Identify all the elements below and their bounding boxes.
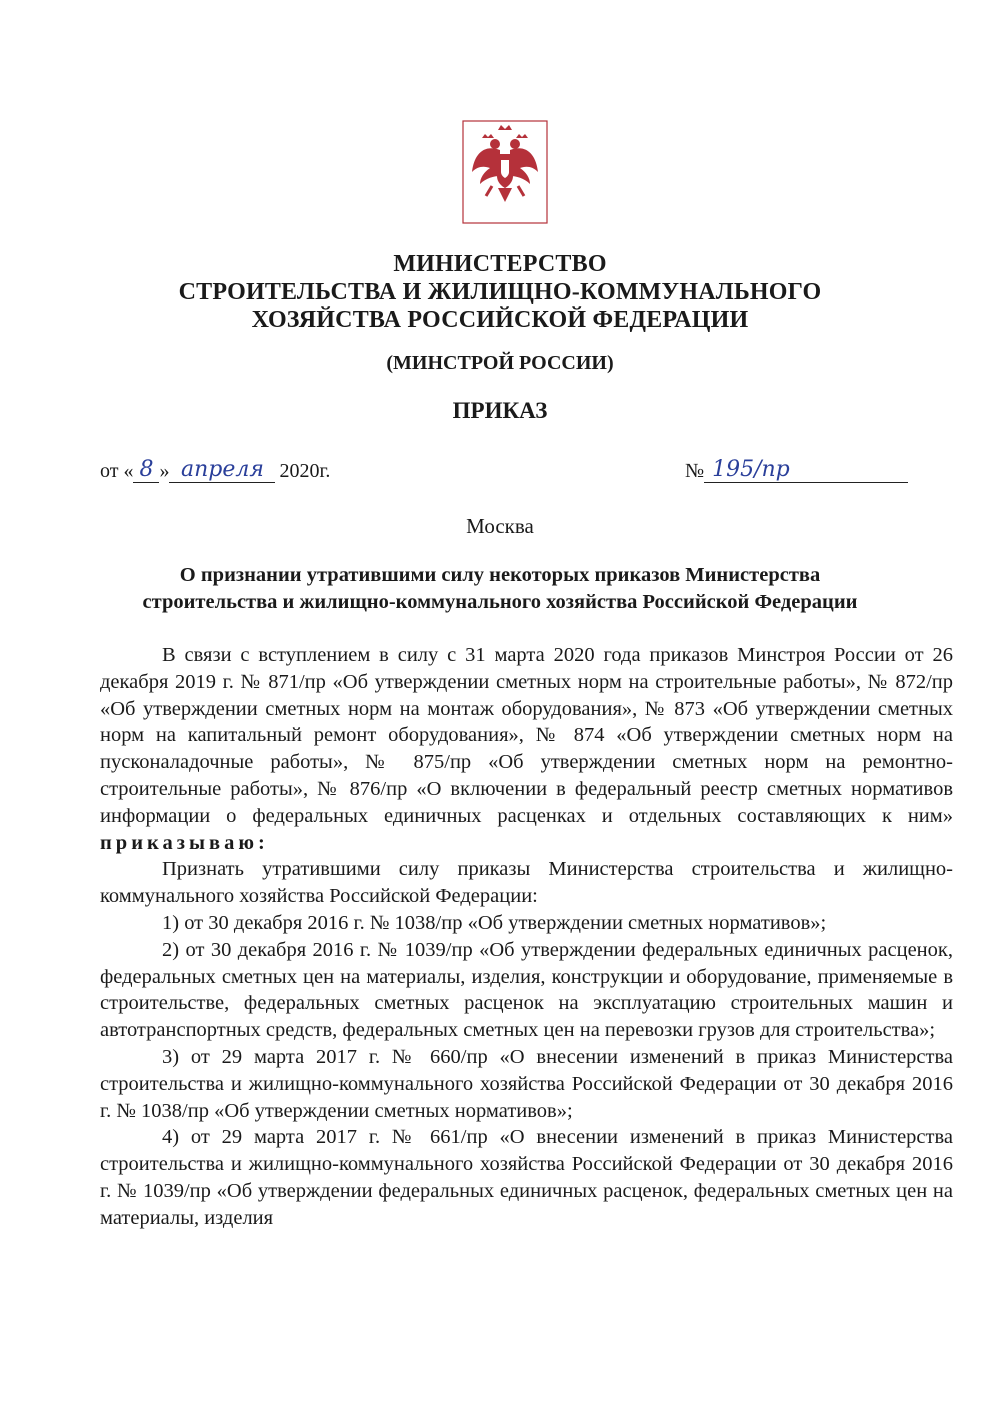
preamble-text: В связи с вступлением в силу с 31 марта 2020 года приказов Минстроя России от 26 декабря 2019 г. № 871/пр «Об утверждении сметных норм на строительные работы», № 872/пр «Об утверждении сметных норм на монтаж оборудования», № 873 «Об утверждении сметных норм на капитальный ремонт оборудования», № 874 «Об утверждении сметных норм на пусконаладочные работы», № 875/пр «Об утверждении сметных норм на ремонтно-строительные работы», № 876/пр «О включении в федеральный реестр сметных нормативов информации о федеральных единичных расценках и отдельных составляющих к ним» bbox=[100, 644, 953, 827]
date-month-handwritten: апреля bbox=[169, 458, 275, 483]
order-number bbox=[685, 458, 908, 483]
order-body bbox=[100, 642, 953, 1232]
preamble-paragraph bbox=[100, 642, 953, 856]
list-item-2: 2) от 30 декабря 2016 г. № 1039/пр «Об утверждении федеральных единичных расценок, федеральных сметных цен на материалы, изделия, конструкции и оборудование, применяемые в строительстве, федеральных сметных расценок на эксплуатацию строительных машин и автотранспортных средств, федеральных сметных цен на перевозки грузов для строительства»; bbox=[100, 938, 953, 1042]
ministry-line-3: ХОЗЯЙСТВА РОССИЙСКОЙ ФЕДЕРАЦИИ bbox=[251, 307, 749, 333]
order-number-handwritten: 195/пр bbox=[704, 458, 908, 483]
date-day-handwritten: 8 bbox=[133, 458, 159, 483]
ministry-abbreviation: (МИНСТРОЙ РОССИИ) bbox=[386, 352, 614, 374]
ministry-name bbox=[0, 250, 1000, 334]
date-prefix: от « bbox=[100, 460, 134, 482]
date-suffix: г. bbox=[319, 460, 331, 482]
subject-line-2: строительства и жилищно-коммунального хозяйства Российской Федерации bbox=[142, 591, 858, 613]
date-mid: » bbox=[159, 460, 170, 482]
decision-paragraph: Признать утратившими силу приказы Министерства строительства и жилищно-коммунального хозяйства Российской Федерации: bbox=[100, 858, 953, 908]
order-subject bbox=[0, 562, 1000, 616]
city: Москва bbox=[466, 514, 534, 538]
subject-line-1: О признании утратившими силу некоторых приказов Министерства bbox=[179, 564, 821, 586]
date-year: 2020 bbox=[279, 460, 320, 482]
ministry-line-1: МИНИСТЕРСТВО bbox=[393, 251, 607, 277]
order-date bbox=[100, 458, 330, 483]
russian-coat-of-arms-icon bbox=[462, 120, 548, 224]
ministry-line-2: СТРОИТЕЛЬСТВА И ЖИЛИЩНО-КОММУНАЛЬНОГО bbox=[178, 279, 822, 305]
list-item-4: 4) от 29 марта 2017 г. № 661/пр «О внесении изменений в приказ Министерства строительства и жилищно-коммунального хозяйства Российской Федерации от 30 декабря 2016 г. № 1039/пр «Об утверждении федеральных единичных расценок, федеральных сметных цен на материалы, изделия bbox=[100, 1126, 953, 1229]
order-verb: приказываю: bbox=[100, 831, 269, 854]
number-sign: № bbox=[685, 460, 705, 482]
document-type-title: ПРИКАЗ bbox=[452, 398, 548, 423]
list-item-3: 3) от 29 марта 2017 г. № 660/пр «О внесении изменений в приказ Министерства строительства и жилищно-коммунального хозяйства Российской Федерации от 30 декабря 2016 г. № 1038/пр «Об утверждении сметных нормативов»; bbox=[100, 1045, 953, 1122]
list-item-1: 1) от 30 декабря 2016 г. № 1038/пр «Об утверждении сметных нормативов»; bbox=[162, 911, 827, 934]
